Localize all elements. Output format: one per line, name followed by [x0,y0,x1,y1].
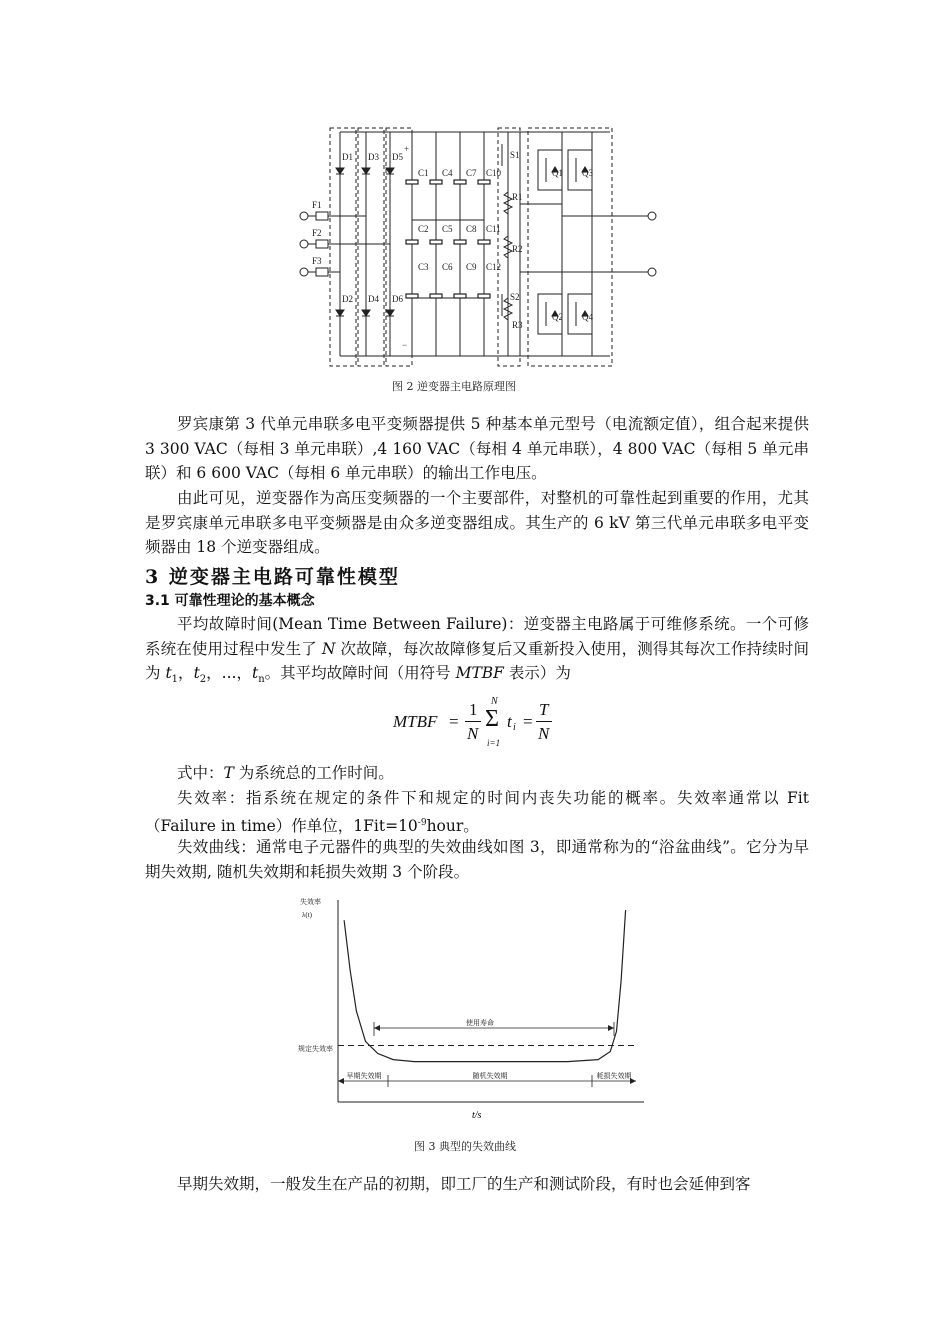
label-d1: D1 [342,152,353,162]
formula-N2: N [538,724,550,743]
mtbf-text-1: 平均故障时间(Mean Time Between Failure)：逆变器主电路属于可维修系统。一个可修系统在使用过程中发生了 [145,615,809,658]
label-d3: D3 [368,152,379,162]
formula-n: N [467,724,479,743]
label-minus: − [402,340,408,350]
label-f3: F3 [312,256,322,266]
formula-lower: i=1 [487,738,501,748]
mtbf-t2: t [193,664,200,682]
mtbf-text-3: 。其平均故障时间（用符号 [264,664,456,682]
where-T: T [223,764,234,782]
label-d6: D6 [392,294,403,304]
mtbf-sub-1: 1 [171,674,179,686]
paragraph-importance: 由此可见，逆变器作为高压变频器的一个主要部件，对整机的可靠性起到重要的作用，尤其是罗宾康单元串联多电平变频器是由众多逆变器组成。其生产的 6 kV 第三代单元串联多电平变频器由 18 个逆变器组成。 [145,489,809,556]
early-failure-label: 早期失效期 [346,1072,382,1080]
reference-line-label: 规定失效率 [298,1045,333,1053]
label-f1: F1 [312,200,322,210]
mtbf-tn: t [251,664,259,682]
formula-lhs: MTBF [393,712,438,731]
label-d2: D2 [342,294,353,304]
label-c8: C8 [466,224,477,234]
phase-arrowhead-left [338,1078,344,1084]
formula-t: t [507,712,512,731]
failure-rate-tail: hour。 [426,816,479,835]
label-r3: R3 [512,320,523,330]
mtbf-n: N [321,639,336,658]
inverter-circuit-diagram [290,122,670,374]
label-s1: S1 [510,150,520,160]
where-rest: 为系统总的工作时间。 [233,764,394,782]
mtbf-sep: ， [178,664,194,682]
label-c11: C11 [486,224,501,234]
mtbf-t1: t [165,664,172,682]
mtbf-formula [393,696,593,752]
where-prefix: 式中： [177,764,224,782]
paragraph-mtbf [145,612,809,693]
label-c5: C5 [442,224,453,234]
failure-rate-curve [344,910,625,1062]
wearout-failure-label: 耗损失效期 [596,1072,632,1080]
label-c12: C12 [486,262,502,272]
formula-eq2: = [523,712,533,731]
formula-eq: = [449,712,459,731]
label-c9: C9 [466,262,477,272]
paragraph-failure-rate [145,786,809,838]
label-q3: Q3 [582,168,593,178]
label-c1: C1 [418,168,429,178]
label-r2: R2 [512,244,523,254]
label-q1: Q1 [552,168,563,178]
failure-rate-text: 失效率：指系统在规定的条件下和规定的时间内丧失功能的概率。失效率通常以 Fit（Failure in time）作单位，1Fit=10 [145,789,809,835]
formula-T: T [539,700,549,719]
section-heading-3: 3 逆变器主电路可靠性模型 [145,566,400,588]
section-heading-3-1: 3.1 可靠性理论的基本概念 [145,593,315,609]
failure-rate-exp: -9 [417,817,427,828]
useful-life-label: 使用寿命 [466,1019,494,1027]
random-failure-label: 随机失效期 [472,1072,508,1080]
paragraph-units: 罗宾康第 3 代单元串联多电平变频器提供 5 种基本单元型号（电流额定值），组合起来提供 3 300 VAC（每相 3 单元串联）,4 160 VAC（每相 4 单元串联），4 800 VAC（每相 5 单元串联）和 6 600 VAC（每相 6 单元串联）的输出工作电压。 [145,415,809,482]
formula-sub-i: i [513,722,516,733]
label-c6: C6 [442,262,453,272]
mtbf-text-2: 次故障，每次故障修复后又重新投入使用，测得其每次工作持续时间为 [145,639,809,682]
figure2-caption: 图 2 逆变器主电路原理图 [392,380,516,393]
label-c4: C4 [442,168,453,178]
mtbf-sub-n: n [258,674,265,686]
paragraph-early-failure: 早期失效期，一般发生在产品的初期，即工厂的生产和测试阶段，有时也会延伸到客 [177,1175,751,1193]
useful-life-arrowhead-right [608,1025,614,1031]
label-r1: R1 [512,192,523,202]
formula-one: 1 [469,700,478,719]
label-s2: S2 [510,292,520,302]
label-c2: C2 [418,224,429,234]
label-plus: + [404,144,410,154]
bathtub-curve-chart [296,890,656,1124]
label-c7: C7 [466,168,477,178]
label-f2: F2 [312,228,322,238]
label-c10: C10 [486,168,502,178]
paragraph-curve: 失效曲线：通常电子元器件的典型的失效曲线如图 3，即通常称为的“浴盆曲线”。它分为早期失效期, 随机失效期和耗损失效期 3 个阶段。 [145,838,809,881]
label-q2: Q2 [552,312,563,322]
label-d4: D4 [368,294,379,304]
formula-bar-2 [536,721,552,722]
y-label: 失效率 [300,898,321,906]
formula-bar-1 [465,721,481,722]
mtbf-symbol: MTBF [455,664,504,682]
mtbf-text-4: 表示）为 [503,664,571,682]
x-label: t/s [472,1110,482,1121]
label-c3: C3 [418,262,429,272]
formula-upper: N [491,696,498,707]
label-q4: Q4 [582,312,593,322]
mtbf-dots: ，...， [206,664,252,682]
y-label-lambda: λ(t) [302,911,313,919]
useful-life-arrowhead-left [374,1025,380,1031]
formula-sum: Σ [485,706,499,732]
mtbf-sub-2: 2 [199,674,207,686]
label-d5: D5 [392,152,403,162]
paragraph-where [145,761,809,786]
figure3-caption: 图 3 典型的失效曲线 [414,1140,516,1153]
